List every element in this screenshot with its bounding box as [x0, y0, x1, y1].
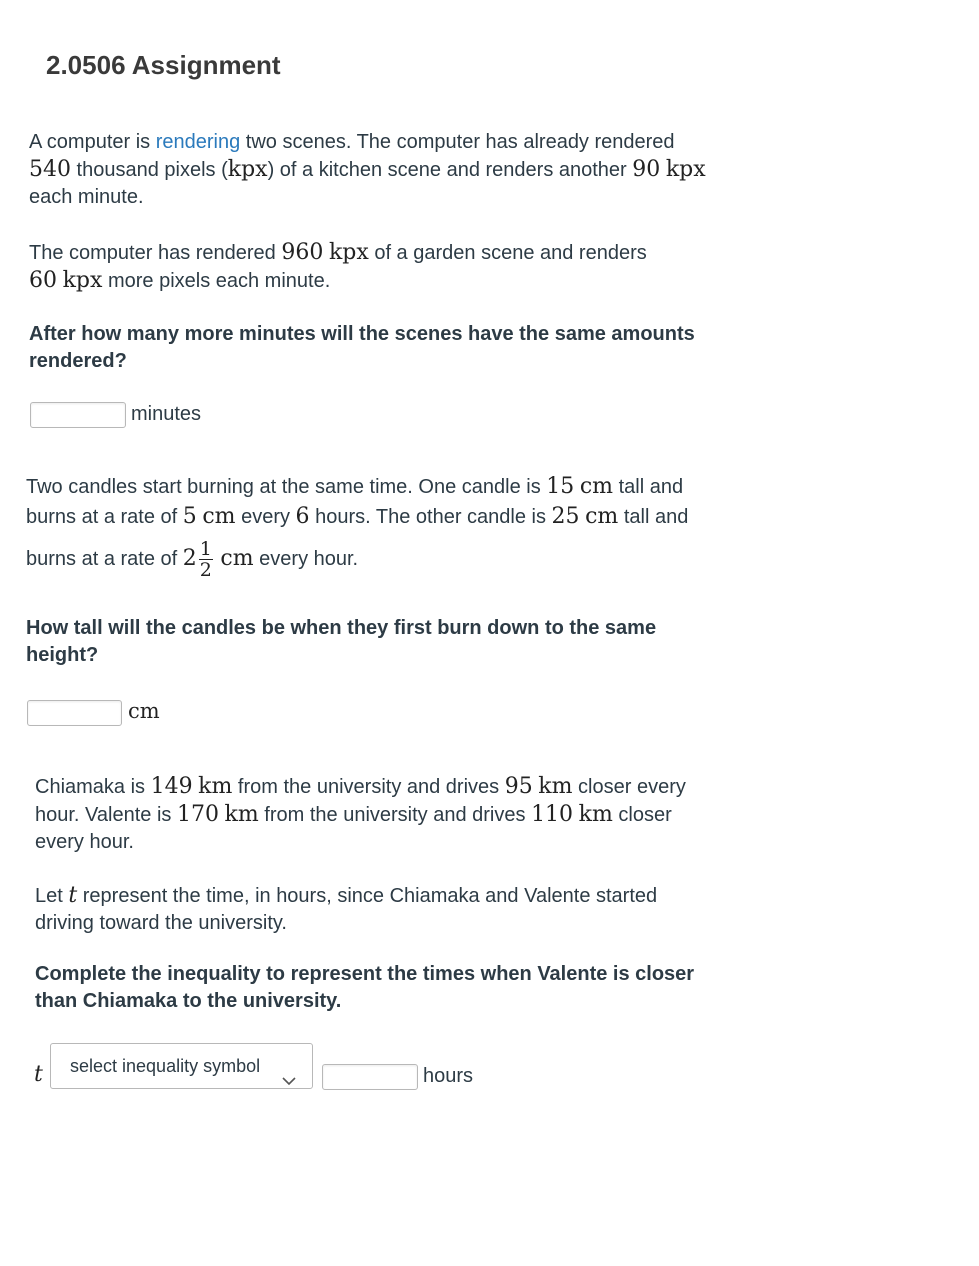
q2-answer-input[interactable]: [27, 700, 122, 726]
q1-question: After how many more minutes will the scenes have the same amounts rendered?: [29, 323, 695, 372]
q3-unit-label: hours: [423, 1065, 474, 1087]
q1-paragraph-1: A computer is rendering two scenes. The computer has already rendered 540 thousand pixels (kpx) of a kitchen scene and renders another 90 kpx each minute.: [29, 131, 706, 208]
q2-paragraph: Two candles start burning at the same time. One candle is 15 cm tall and burns at a rate of 5 cm every 6 hours. The other candle is 25 cm tall and burns at a rate of 2 $\frac{1}{2}$ cm every hour.: [26, 474, 689, 581]
page-title: 2.0506 Assignment: [46, 50, 281, 80]
q2-unit-label: cm: [128, 699, 160, 723]
inequality-variable: t: [34, 1062, 43, 1087]
q1-unit-label: minutes: [131, 403, 202, 425]
q1-paragraph-2: The computer has rendered 960 kpx of a garden scene and renders 60 kpx more pixels each minute.: [29, 240, 647, 293]
fraction-one-half: $\frac{1}{2}$: [199, 538, 212, 581]
rendering-link[interactable]: rendering: [155, 131, 241, 153]
chevron-down-icon: [282, 1058, 296, 1102]
q1-answer-input[interactable]: [30, 402, 126, 428]
q2-question: How tall will the candles be when they first burn down to the same height?: [26, 617, 657, 666]
select-label: select inequality symbol: [70, 1056, 261, 1076]
q3-answer-input[interactable]: [322, 1064, 418, 1090]
q3-paragraph-1: Chiamaka is 149 km from the university and drives 95 km closer every hour. Valente is 170 km from the university and drives 110 km closer every hour.: [35, 774, 686, 853]
q3-question: Complete the inequality to represent the times when Valente is closer than Chiamaka to the university.: [35, 963, 695, 1012]
inequality-symbol-select[interactable]: [50, 1043, 313, 1089]
q3-paragraph-2: Let t represent the time, in hours, since Chiamaka and Valente started driving toward the university.: [35, 883, 658, 934]
